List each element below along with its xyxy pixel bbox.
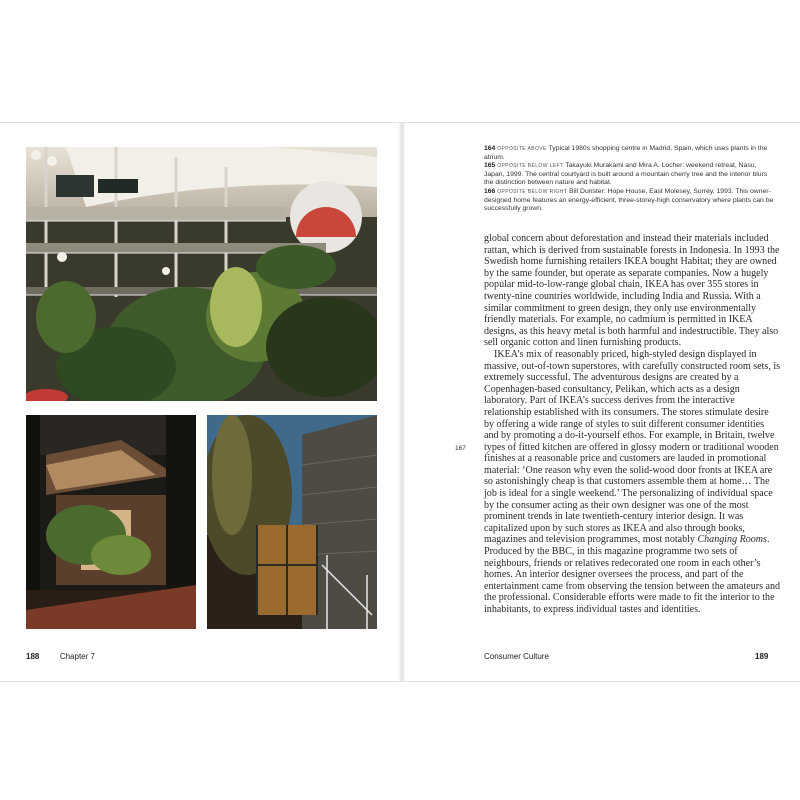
body-text bbox=[484, 233, 781, 616]
caption-text: Bill Dunster: Hope House, East Molesey, Surrey, 1993. This owner-designed home features an energy-efficient, three-storey-high conservatory where plants can be successfully grown. bbox=[484, 187, 774, 213]
body-paragraph-1: global concern about deforestation and instead their materials included rattan, which is derived from sustainable forests in Indonesia. In 1993 the Swedish home furnishing retailers IKEA bought Habitat; they are owned by the same founder, but operate as separate companies. Now a hugely popular mid-to-low-range global chain, IKEA has over 355 stores in twenty-nine countries worldwide, including India and Russia. With a similar commitment to green design, they only use environmentally friendly materials. For example, no cadmium is permitted in IKEA designs, as this heavy metal is both harmful and indestructible. They also sell organic cotton and linen furnishing products. bbox=[484, 233, 780, 349]
caption-166 bbox=[484, 188, 774, 214]
caption-164 bbox=[484, 145, 774, 162]
left-page-number: 188 bbox=[26, 652, 40, 661]
paragraph-2-text: IKEA’s mix of reasonably priced, high-styled design displayed in massive, out-of-town superstores, with carefully constructed room sets, is extremely successful. The adventurous designs are created by a Copenhagen-based consultancy, Pelikan, which acts as a design laboratory. Part of IKEA’s success derives from the interactive relationship established with its consumers. The stores stimulate desire by offering a wide range of styles to suit different consumer identities and by promoting a do-it-yourself ethos. For example, in Britain, twelve types of fitted kitchen are offered in glossy modern or traditional wooden finishes at a reasonable price and customers are lauded in promotional material: ‘One reason why even the solid-wood door fronts at IKEA are so astonishingly cheap is that customers assemble them at home… The job is ideal for a single weekend.’ The personalizing of individual space by the consumer acting as their own designer was one of the most prominent trends in late twentieth-century interior design. It was capitalized upon by such stores as IKEA and also through books, magazines and television programmes, most notably bbox=[484, 348, 781, 546]
caption-165 bbox=[484, 162, 774, 188]
book-spread bbox=[0, 122, 800, 682]
margin-note-reference: 167 bbox=[455, 445, 466, 452]
body-paragraph-2 bbox=[484, 349, 781, 616]
caption-position: OPPOSITE BELOW LEFT bbox=[497, 163, 564, 170]
caption-position: OPPOSITE ABOVE bbox=[497, 146, 547, 152]
caption-number: 164 bbox=[484, 145, 496, 152]
right-running-head: Consumer Culture bbox=[484, 652, 549, 661]
caption-text: Typical 1980s shopping centre in Madrid, Spain, which uses plants in the atrium. bbox=[484, 145, 768, 161]
left-page-footer bbox=[26, 652, 95, 661]
photo-shopping-centre-atrium bbox=[26, 147, 377, 401]
programme-title: Changing Rooms bbox=[697, 534, 767, 546]
caption-text: Takayuki Murakami and Mira A. Locher: weekend retreat, Nasu, Japan, 1999. The central courtyard is built around a mountain cherry tree and the interior blurs the distinction between nature and habitat. bbox=[484, 162, 768, 187]
caption-position: OPPOSITE BELOW RIGHT bbox=[497, 188, 568, 195]
photo-hope-house-conservatory bbox=[207, 415, 377, 629]
caption-number: 166 bbox=[484, 187, 496, 195]
book-gutter bbox=[398, 123, 406, 681]
photo-weekend-retreat bbox=[26, 415, 196, 629]
right-page-number: 189 bbox=[755, 652, 769, 661]
photo-captions bbox=[484, 145, 774, 214]
caption-number: 165 bbox=[484, 162, 496, 170]
paragraph-2-text-end: . Produced by the BBC, in this magazine programme two sets of neighbours, friends or relatives redecorated one room in each other’s homes. An interior designer oversees the process, and part of the entertainment came from observing the tension between the amateurs and the professional. Considerable efforts were made to fit the interior to the inhabitants, to express individual tastes and identities. bbox=[484, 534, 780, 615]
left-running-head: Chapter 7 bbox=[59, 652, 95, 661]
